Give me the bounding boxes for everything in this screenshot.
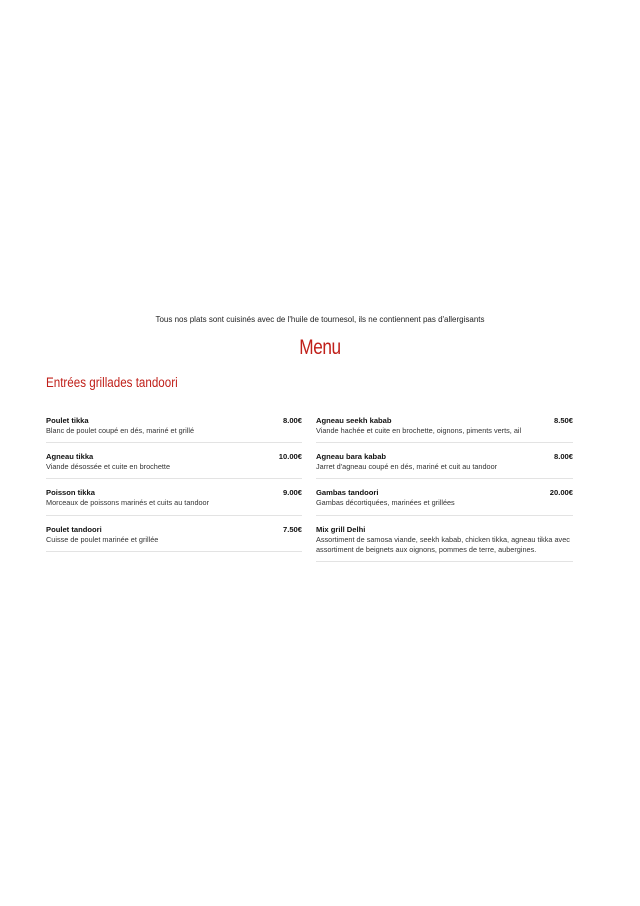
menu-item: [316, 484, 573, 515]
item-name: Agneau tikka: [46, 452, 94, 462]
item-name: Poulet tikka: [46, 416, 89, 425]
item-description: Jarret d'agneau coupé en dés, mariné et cuit au tandoor: [316, 462, 498, 472]
item-description: Viande hachée et cuite en brochette, oignons, piments verts, ail: [316, 426, 522, 435]
menu-item: [316, 448, 573, 479]
item-description: Morceaux de poissons marinés et cuits au tandoor: [46, 498, 210, 508]
menu-column-left: [46, 412, 302, 557]
item-price: 8.50€: [553, 416, 573, 425]
allergen-notice: Tous nos plats sont cuisinés avec de l'huile de tournesol, ils ne contiennent pas d'allergisants: [155, 315, 485, 324]
item-price: 7.50€: [282, 524, 302, 534]
item-price: 8.00€: [553, 452, 573, 462]
item-name: Poulet tandoori: [46, 524, 102, 534]
item-name: Agneau bara kabab: [316, 452, 387, 462]
item-price: 10.00€: [278, 452, 302, 462]
item-price: 20.00€: [549, 488, 573, 498]
menu-item: [46, 448, 302, 479]
menu-item: [316, 521, 573, 562]
item-description: Blanc de poulet coupé en dés, mariné et grillé: [46, 426, 195, 435]
item-description: Assortiment de samosa viande, seekh kabab, chicken tikka, agneau tikka avec assortiment de beignets aux oignons, pommes de terre, aubergines.: [316, 534, 570, 554]
menu-item: [316, 412, 573, 443]
item-description: Viande désossée et cuite en brochette: [46, 462, 171, 472]
item-description: Cuisse de poulet marinée et grillée: [46, 534, 159, 544]
item-description: Gambas décortiquées, marinées et grillées: [316, 498, 455, 508]
menu-item: [46, 412, 302, 443]
item-name: Mix grill Delhi: [316, 524, 366, 534]
item-price: 8.00€: [282, 416, 302, 425]
item-name: Poisson tikka: [46, 488, 95, 498]
section-title: Entrées grillades tandoori: [46, 375, 178, 390]
item-name: Agneau seekh kabab: [316, 416, 392, 425]
menu-column-right: [316, 412, 573, 567]
page-title: Menu: [299, 336, 341, 359]
item-name: Gambas tandoori: [316, 488, 379, 498]
item-price: 9.00€: [282, 488, 302, 498]
menu-item: [46, 484, 302, 515]
menu-item: [46, 521, 302, 552]
